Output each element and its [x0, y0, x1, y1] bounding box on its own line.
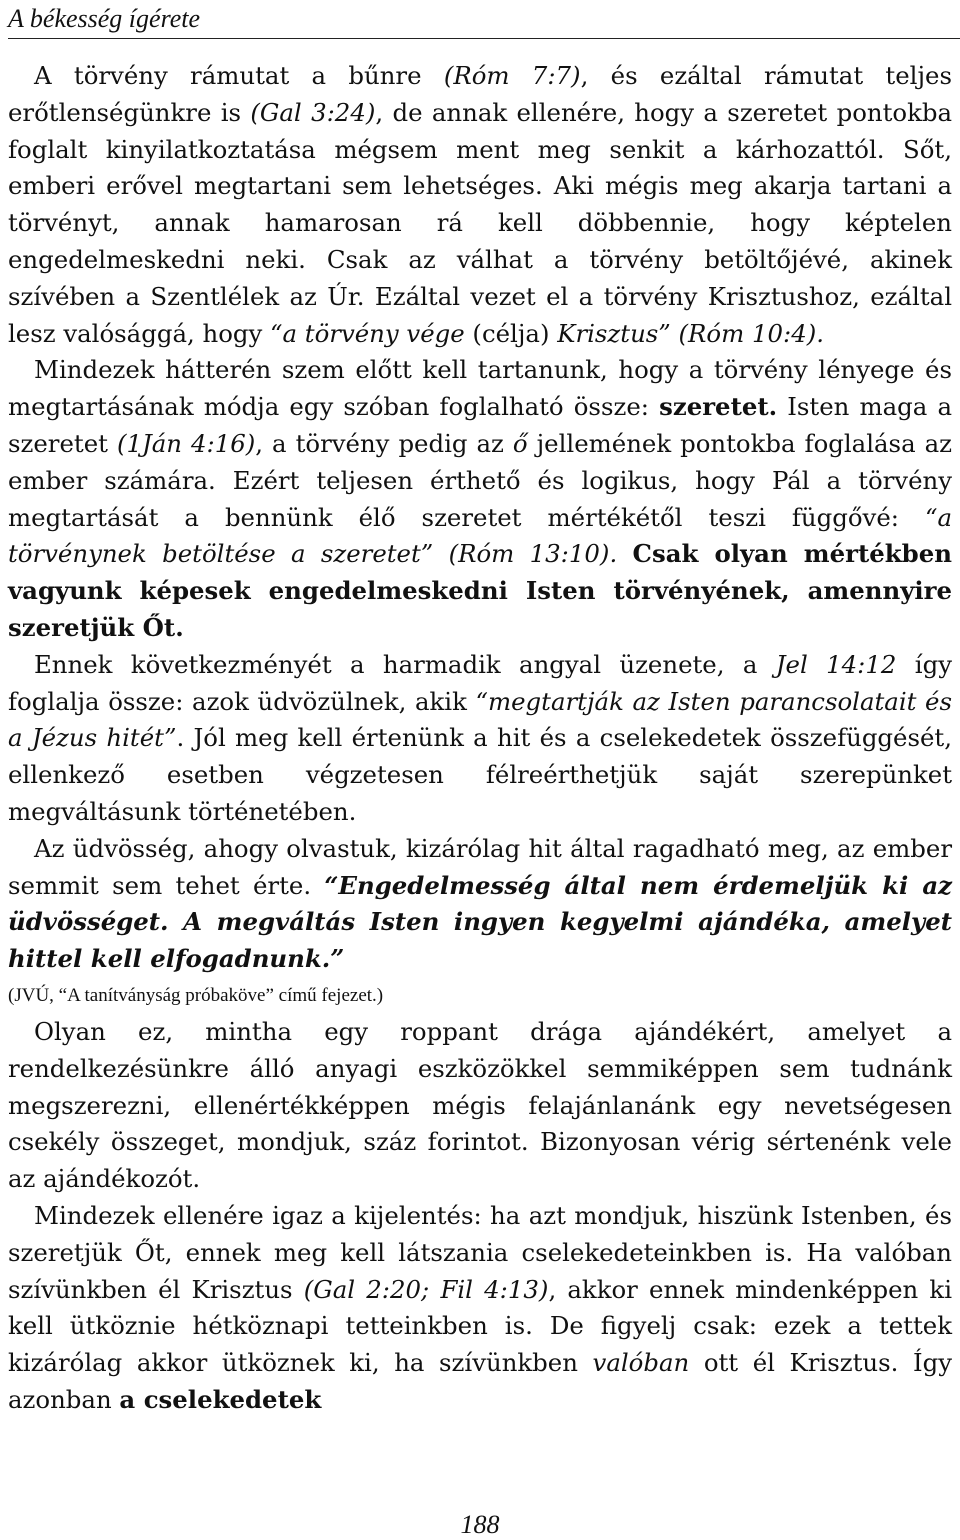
italic-text: (Gal 2:20; Fil 4:13) — [303, 1274, 549, 1304]
emphasis-text: szeretet. — [659, 392, 778, 422]
paragraph-text: (JVÚ, “A tanítványság próbaköve” című fejezet.) — [8, 984, 384, 1006]
header-title: A békesség ígérete — [8, 4, 201, 33]
paragraph-text: Ennek következményét a harmadik angyal üzenete, a — [34, 649, 776, 679]
paragraph-text: A törvény rámutat a bűnre — [34, 61, 444, 90]
italic-text: ő — [512, 428, 528, 458]
paragraph-text: , akkor ennek mindenképpen ki kell ütköznie hétköznapi tetteinkben is. De figyelj csak: ezek a tettek kizárólag akkor ütköznek ki, ha szívünkben — [8, 1274, 952, 1378]
italic-text: (Gal 3:24) — [250, 97, 376, 127]
italic-text: valóban — [592, 1348, 690, 1378]
italic-text: “a törvénynek betöltése a szeretet” (Róm 13:10). — [8, 502, 952, 569]
paragraph-text: jellemének pontokba foglalása az ember számára. Ezért teljesen érthető és logikus, hogy Pál a törvény megtartását a bennünk élő szeretet mértékétől teszi függővé: — [8, 428, 952, 532]
emphasis-text: Csak olyan mértékben vagyunk képesek engedelmeskedni Isten törvényének, amennyire szeretjük Őt. — [8, 539, 952, 642]
paragraph — [8, 58, 952, 352]
paragraph — [8, 1198, 952, 1419]
italic-text: Krisztus” (Róm 10:4). — [557, 318, 825, 348]
italic-text: “megtartják az Isten parancsolatait és a Jézus hitét” — [8, 686, 953, 753]
italic-text: “a törvény vége — [270, 318, 465, 348]
paragraph-text: Mindezek ellenére igaz a kijelentés: ha azt mondjuk, hiszünk Istenben, és szeretjük Őt, ennek meg kell látszania cselekedeteinkben is. Ha valóban szívünkben él Krisztus — [8, 1200, 952, 1304]
emphasis-text: “Engedelmesség által nem érdemeljük ki az üdvösséget. A megváltás Isten ingyen kegyelmi ajándéka, amelyet hittel kell elfogadnunk.” — [8, 870, 952, 974]
emphasis-text: a cselekedetek — [119, 1384, 322, 1414]
paragraph-text: ott él Krisztus. Így azonban — [8, 1348, 952, 1414]
paragraph-text: , a törvény pedig az — [255, 428, 513, 458]
italic-text: (1Ján 4:16) — [116, 428, 256, 458]
paragraph-text: Isten maga a szeretet — [8, 392, 952, 458]
paragraph-text: Az üdvösség, ahogy olvastuk, kizárólag hit által ragadható meg, az ember semmit sem tehet érte. — [8, 833, 952, 900]
paragraph-text: . Jól meg kell értenünk a hit és a cselekedetek összefüggését, ellenkező esetben végzetesen félreérthetjük saját szerepünket megváltásunk történetében. — [8, 723, 952, 826]
paragraph — [8, 831, 952, 978]
paragraph-text: , de annak ellenére, hogy a szeretet pontokba foglalt kinyilatkoztatása mégsem ment meg senkit a kárhozattól. Sőt, emberi erővel megtartani sem lehetséges. Aki mégis meg akarja tartani a törvényt, annak hamarosan rá kell döbbennie, hogy képtelen engedelmeskedni neki. Csak az válhat a törvény betöltőjévé, akinek szívében a Szentlélek az Úr. Ezáltal vezet el a törvény Krisztushoz, ezáltal lesz valósággá, hogy — [8, 97, 953, 348]
page-number: 188 — [460, 1510, 500, 1539]
paragraph-text: Olyan ez, mintha egy roppant drága ajándékért, amelyet a rendelkezésünkre álló anyagi eszközökkel semmiképpen sem tudnánk megszerezni, ellenértékképpen mégis felajánlanánk egy nevetségesen csekély összeget, mondjuk, száz forintot. Bizonyosan vérig sértenénk vele az ajándékozót. — [8, 1016, 952, 1194]
paragraph-text — [617, 539, 632, 568]
paragraph — [8, 352, 952, 646]
body-text — [8, 58, 952, 1419]
paragraph-text: Mindezek hátterén szem előtt kell tartanunk, hogy a törvény lényege és megtartásának módja egy szóban foglalható össze: — [8, 355, 952, 422]
italic-text: Jel 14:12 — [775, 649, 897, 679]
running-header — [8, 4, 960, 39]
italic-text: (Róm 7:7) — [443, 61, 581, 90]
paragraph-text: (célja) — [464, 318, 558, 348]
citation-note — [8, 978, 952, 1014]
paragraph — [8, 1014, 952, 1198]
paragraph-text: , és ezáltal rámutat teljes erőtlenségünkre is — [8, 61, 952, 127]
paragraph — [8, 647, 952, 831]
paragraph-text: így foglalja össze: azok üdvözülnek, akik — [8, 649, 952, 716]
